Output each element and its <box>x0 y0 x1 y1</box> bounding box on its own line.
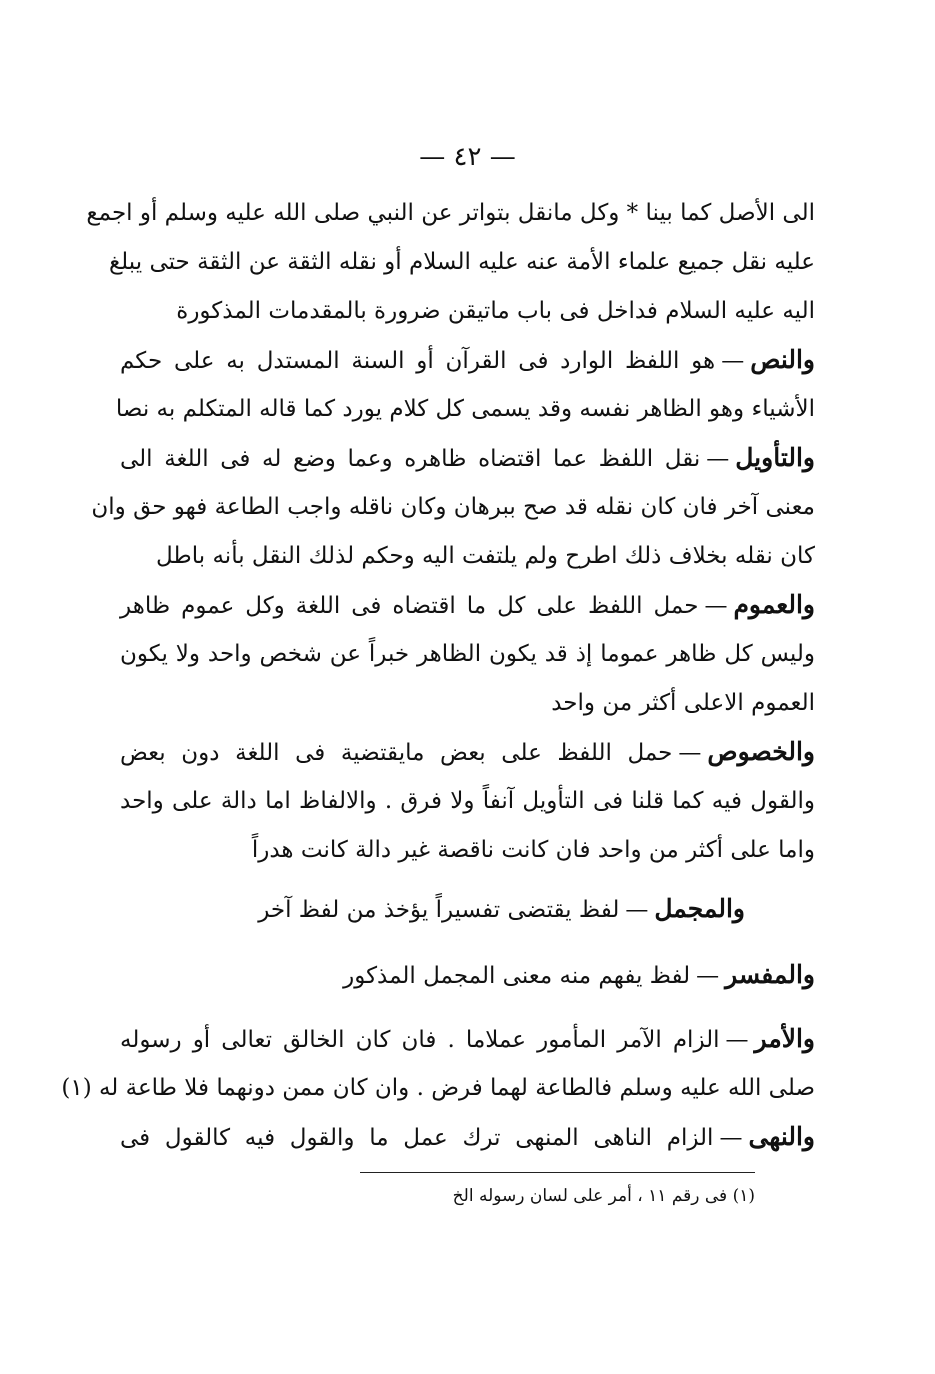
term-heading: والعموم <box>733 590 815 619</box>
text-line: الى الأصل كما بينا * وكل مانقل بتواتر عن النبي صلى الله عليه وسلم أو اجمع <box>86 200 815 226</box>
text-line: معنى آخر فان كان نقله قد صح ببرهان وكان ناقله واجب الطاعة فهو حق وان <box>91 494 815 520</box>
body-text <box>61 188 815 1151</box>
page-number: — ٤٢ — <box>419 142 516 172</box>
term-heading: والمجمل <box>654 894 745 923</box>
text-line: والمجمل—لفظ يقتضى تفسيراً يؤخذ من لفظ آخر <box>258 894 745 923</box>
term-heading: والخصوص <box>707 737 815 766</box>
footnote: (١) فى رقم ١١ ، أمر على لسان رسوله الخ <box>452 1186 755 1206</box>
text-line: كان نقله بخلاف ذلك اطرح ولم يلتفت اليه وحكم لذلك النقل بأنه باطل <box>156 543 815 569</box>
text-line: اليه عليه السلام فداخل فى باب ماتيقن ضرورة بالمقدمات المذكورة <box>176 298 815 324</box>
text-line: العموم الاعلى أكثر من واحد <box>551 690 815 716</box>
term-heading: والنص <box>750 345 815 374</box>
text-line: والنص—هو اللفظ الوارد فى القرآن أو السنة المستدل به على حكم <box>120 345 815 374</box>
text-line: والمفسر—لفظ يفهم منه معنى المجمل المذكور <box>343 960 815 989</box>
text-line: والقول فيه كما قلنا فى التأويل آنفاً ولا فرق . والالفاظ اما دالة على واحد <box>120 788 815 814</box>
text-line: والتأويل—نقل اللفظ عما اقتضاه ظاهره وعما وضع له فى اللغة الى <box>120 443 815 472</box>
text-line: عليه نقل جميع علماء الأمة عنه عليه السلام أو نقله الثقة عن الثقة حتى يبلغ <box>108 249 815 275</box>
text-line: والعموم—حمل اللفظ على كل ما اقتضاه فى اللغة وكل عموم ظاهر <box>120 590 815 619</box>
text-line: والخصوص—حمل اللفظ على بعض مايقتضية فى اللغة دون بعض <box>120 737 815 766</box>
term-heading: والأمر <box>754 1024 815 1053</box>
text-line: صلى الله عليه وسلم فالطاعة لهما فرض . وان كان ممن دونهما فلا طاعة له (١) <box>61 1075 815 1101</box>
text-line: وليس كل ظاهر عموما إذ قد يكون الظاهر خبراً عن شخص واحد ولا يكون <box>120 641 815 667</box>
text-line: الأشياء وهو الظاهر نفسه وقد يسمى كل كلام يورد كما قاله المتكلم به نصا <box>115 396 815 422</box>
text-line: واما على أكثر من واحد فان كانت ناقصة غير دالة كانت هدراً <box>251 837 815 863</box>
term-heading: والنهى <box>748 1122 815 1151</box>
footnote-rule <box>360 1172 755 1173</box>
text-line: والنهى—الزام الناهى المنهى ترك عمل ما والقول فيه كالقول فى <box>120 1122 815 1151</box>
text-line: والأمر—الزام الآمر المأمور عملاما . فان كان الخالق تعالى أو رسوله <box>120 1024 815 1053</box>
term-heading: والمفسر <box>725 960 815 989</box>
term-heading: والتأويل <box>735 443 815 472</box>
